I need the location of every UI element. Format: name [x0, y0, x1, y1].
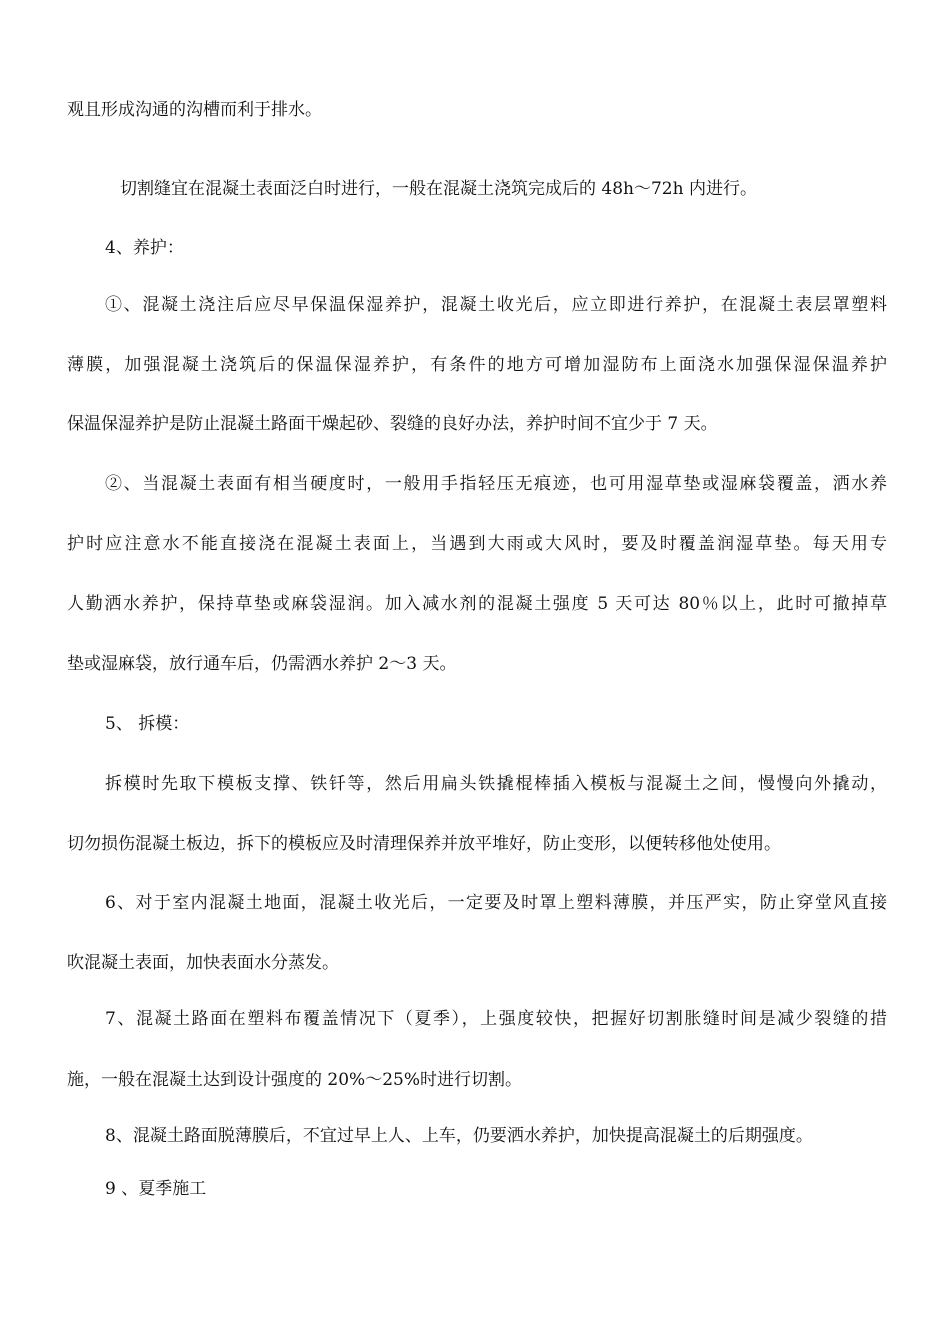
text-line: 薄膜，加强混凝土浇筑后的保温保湿养护，有条件的地方可增加湿防布上面浇水加强保湿保温养护 [67, 355, 887, 375]
text-line: 护时应注意水不能直接浇在混凝土表面上，当遇到大雨或大风时，要及时覆盖润湿草垫。每天用专 [67, 534, 887, 554]
text-line: 垫或湿麻袋，放行通车后，仍需洒水养护 2～3 天。 [67, 654, 457, 674]
text-line: ①、混凝土浇注后应尽早保温保湿养护，混凝土收光后，应立即进行养护，在混凝土表层罩塑料 [105, 295, 887, 315]
text-line: 7、混凝土路面在塑料布覆盖情况下（夏季），上强度较快，把握好切割胀缝时间是减少裂缝的措 [105, 1009, 887, 1029]
text-line: 8、混凝土路面脱薄膜后，不宜过早上人、上车，仍要洒水养护，加快提高混凝土的后期强度。 [105, 1126, 813, 1146]
text-line: 观且形成沟通的沟槽而利于排水。 [67, 100, 322, 120]
text-line: 切勿损伤混凝土板边，拆下的模板应及时清理保养并放平堆好，防止变形，以便转移他处使用。 [67, 834, 781, 854]
text-line: 人勤洒水养护，保持草垫或麻袋湿润。加入减水剂的混凝土强度 5 天可达 80％以上，此时可撤掉草 [67, 594, 887, 614]
section-heading: 4、养护： [105, 238, 184, 258]
text-line: 保温保湿养护是防止混凝土路面干燥起砂、裂缝的良好办法，养护时间不宜少于 7 天。 [67, 414, 718, 434]
text-line: 施，一般在混凝土达到设计强度的 20%～25%时进行切割。 [67, 1070, 522, 1090]
text-line: 6、对于室内混凝土地面，混凝土收光后，一定要及时罩上塑料薄膜，并压严实，防止穿堂风直接 [105, 893, 887, 913]
text-line: 切割缝宜在混凝土表面泛白时进行，一般在混凝土浇筑完成后的 48h～72h 内进行。 [120, 179, 757, 199]
section-heading: 9 、夏季施工 [105, 1179, 207, 1199]
text-line: ②、当混凝土表面有相当硬度时，一般用手指轻压无痕迹，也可用湿草垫或湿麻袋覆盖，洒水养 [105, 474, 887, 494]
text-line: 拆模时先取下模板支撑、铁钎等，然后用扁头铁撬棍棒插入模板与混凝土之间，慢慢向外撬动， [105, 774, 887, 794]
section-heading: 5、 拆模： [105, 714, 190, 734]
text-line: 吹混凝土表面，加快表面水分蒸发。 [67, 953, 339, 973]
